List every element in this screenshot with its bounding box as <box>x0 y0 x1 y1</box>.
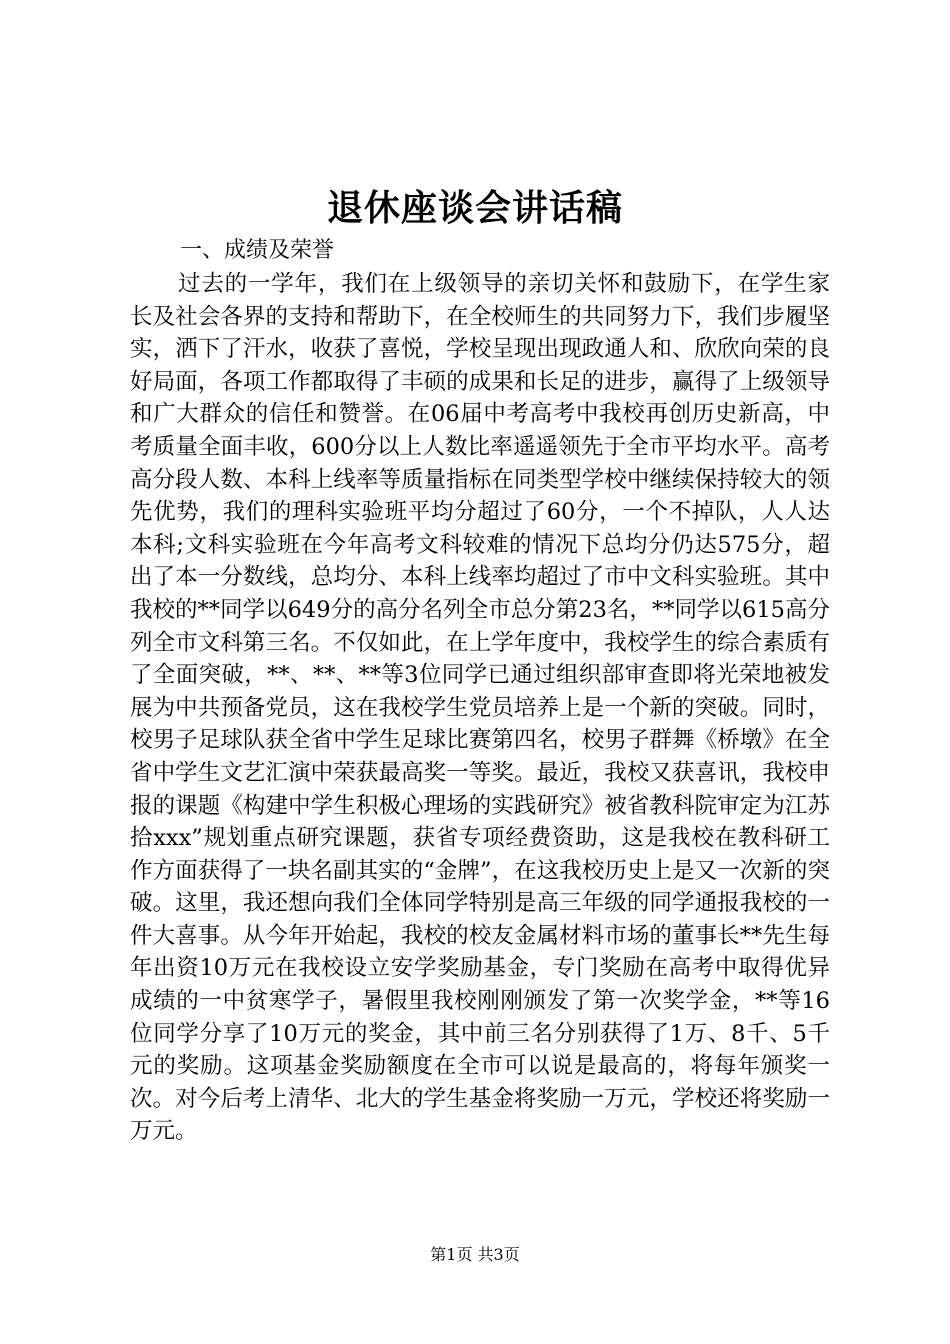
document-title: 退休座谈会讲话稿 <box>326 187 623 229</box>
page-footer: 第1页 共3页 <box>430 1245 520 1264</box>
body-paragraph: 过去的一学年，我们在上级领导的亲切关怀和鼓励下，在学生家长及社会各界的支持和帮助下，在全校师生的共同努力下，我们步履坚实，洒下了汗水，收获了喜悦，学校呈现出现政通人和、欣欣向荣的良好局面，各项工作都取得了丰硕的成果和长足的进步，赢得了上级领导和广大群众的信任和赞誉。在06届中考高考中我校再创历史新高，中考质量全面丰收，600分以上人数比率遥遥领先于全市平均水平。高考高分段人数、本科上线率等质量指标在同类型学校中继续保持较大的领先优势，我们的理科实验班平均分超过了60分，一个不掉队，人人达本科;文科实验班在今年高考文科较难的情况下总均分仍达575分，超出了本一分数线，总均分、本科上线率均超过了市中文科实验班。其中我校的**同学以649分的高分名列全市总分第23名，**同学以615高分列全市文科第三名。不仅如此，在上学年度中，我校学生的综合素质有了全面突破，**、**、**等3位同学已通过组织部审查即将光荣地被发展为中共预备党员，这在我校学生党员培养上是一个新的突破。同时，校男子足球队获全省中学生足球比赛第四名，校男子群舞《桥墩》在全省中学生文艺汇演中荣获最高奖一等奖。最近，我校又获喜讯，我校申报的课题《构建中学生积极心理场的实践研究》被省教科院审定为江苏拾xxx”规划重点研究课题，获省专项经费资助，这是我校在教科研工作方面获得了一块名副其实的“金牌”，在这我校历史上是又一次新的突破。这里，我还想向我们全体同学特别是高三年级的同学通报我校的一件大喜事。从今年开始起，我校的校友金属材料市场的董事长**先生每年出资10万元在我校设立安学奖励基金，专门奖励在高考中取得优异成绩的一中贫寒学子，暑假里我校刚刚颁发了第一次奖学金，**等16位同学分享了10万元的奖金，其中前三名分别获得了1万、8千、5千元的奖励。这项基金奖励额度在全市可以说是最高的，将每年颁奖一次。对今后考上清华、北大的学生基金将奖励一万元，学校还将奖励一万元。 <box>130 271 830 1145</box>
section-heading: 一、成绩及荣誉 <box>180 238 335 263</box>
